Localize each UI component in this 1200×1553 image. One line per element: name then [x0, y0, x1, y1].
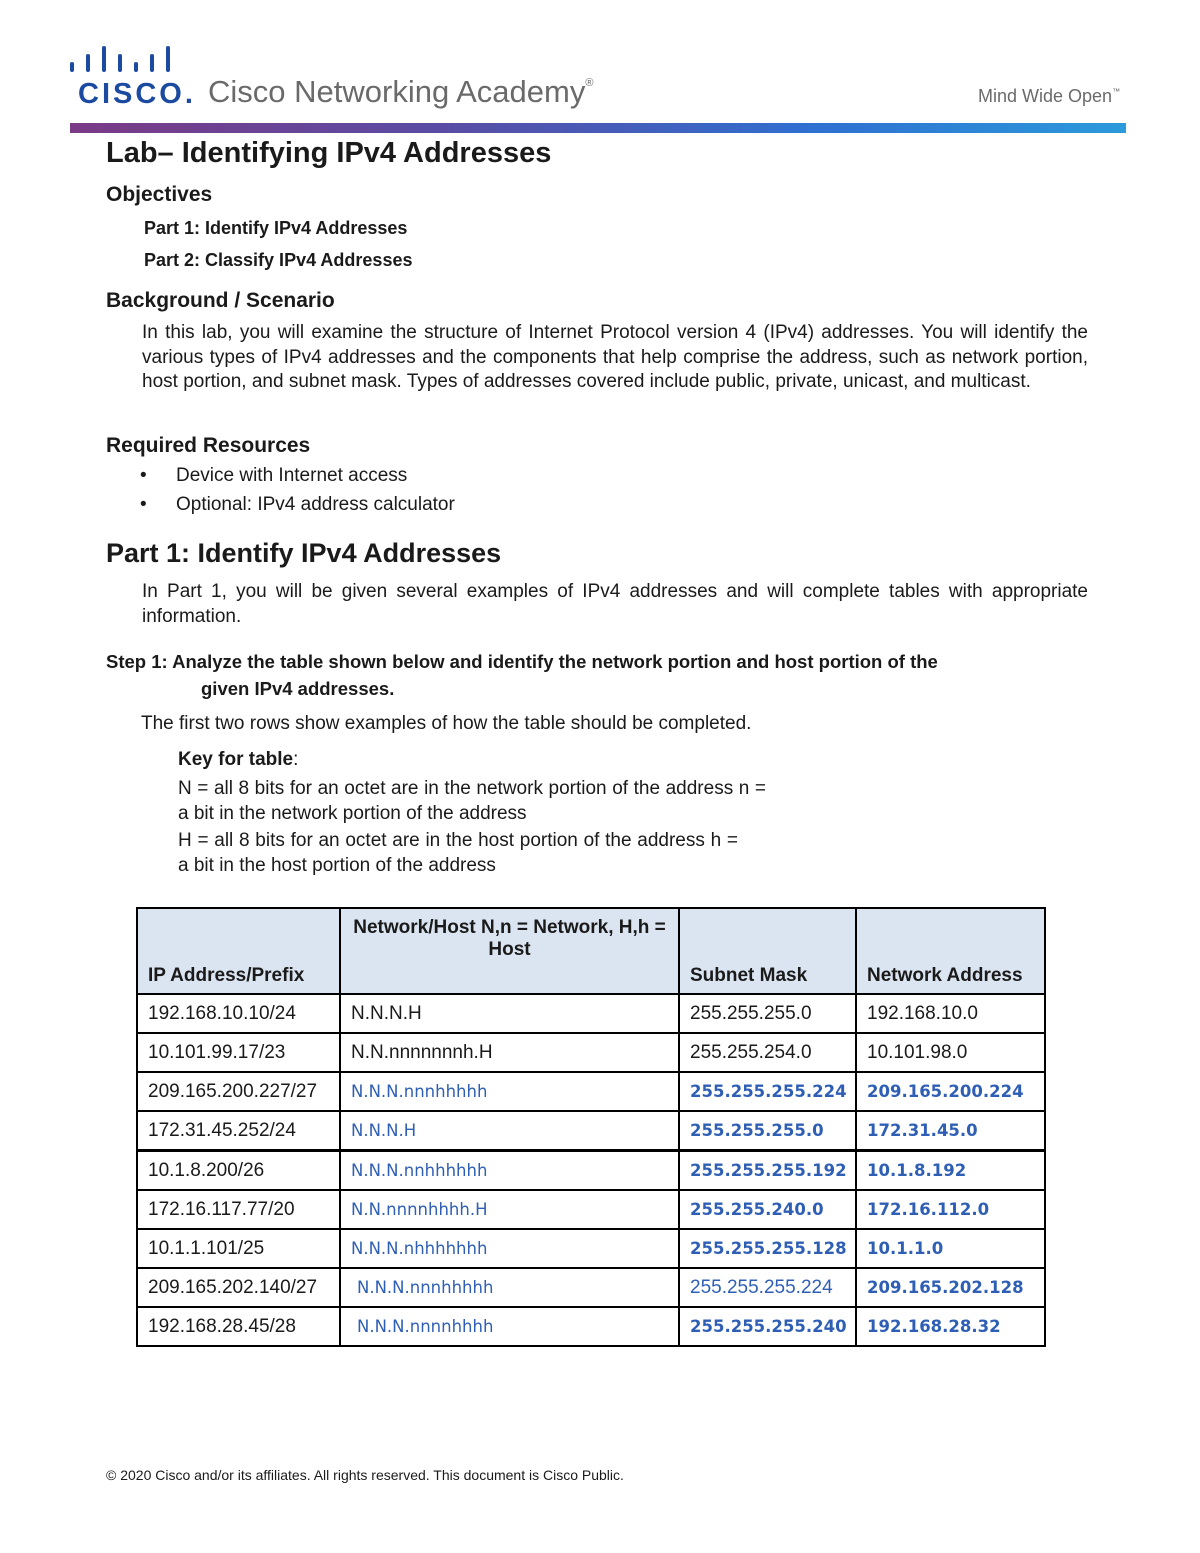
network-host-cell: N.N.N.nnnhhhhh: [340, 1268, 679, 1307]
key-n-text: N = all 8 bits for an octet are in the network portion of the address n = a bit in the network portion of the address: [178, 778, 766, 824]
objectives-heading: Objectives: [106, 183, 213, 206]
table-row: [137, 1111, 1045, 1151]
subnet-mask-cell: 255.255.255.224: [679, 1072, 856, 1111]
subnet-mask-cell: 255.255.255.0: [679, 1111, 856, 1151]
ip-prefix-cell: 10.101.99.17/23: [137, 1033, 340, 1072]
table-row: [137, 1190, 1045, 1229]
table-row: [137, 1033, 1045, 1072]
table-header-cell: IP Address/Prefix: [137, 908, 340, 994]
objective-item: Part 1: Identify IPv4 Addresses: [144, 218, 408, 238]
table-header-cell: Subnet Mask: [679, 908, 856, 994]
cisco-logo-bars-icon: [68, 44, 180, 76]
table-row: [137, 1229, 1045, 1268]
part1-heading: Part 1: Identify IPv4 Addresses: [106, 538, 502, 568]
part1-intro: In Part 1, you will be given several examples of IPv4 addresses and will complete tables with appropriate information.: [142, 581, 1088, 627]
ip-prefix-cell: 172.16.117.77/20: [137, 1190, 340, 1229]
resources-heading: Required Resources: [106, 434, 311, 457]
network-host-cell: N.N.N.nnnhhhhh: [340, 1072, 679, 1111]
tagline: Mind Wide Open™: [978, 86, 1121, 106]
list-item: • Device with Internet access: [140, 465, 408, 486]
network-address-cell: 10.101.98.0: [856, 1033, 1045, 1072]
objective-item: Part 2: Classify IPv4 Addresses: [144, 250, 413, 270]
step1-heading: Step 1: Analyze the table shown below and identify the network portion and host portion of the given IPv4 addresses.: [106, 651, 938, 699]
ip-prefix-cell: 209.165.202.140/27: [137, 1268, 340, 1307]
table-row: [137, 1151, 1045, 1191]
cisco-logo-text: CISCO.: [78, 78, 196, 110]
key-h-text: H = all 8 bits for an octet are in the host portion of the address h = a bit in the host portion of the address: [178, 830, 738, 876]
ip-prefix-cell: 192.168.10.10/24: [137, 994, 340, 1033]
ip-prefix-cell: 192.168.28.45/28: [137, 1307, 340, 1346]
key-label: Key for table:: [178, 749, 299, 770]
network-host-cell: N.N.nnnnhhhh.H: [340, 1190, 679, 1229]
network-address-cell: 192.168.28.32: [856, 1307, 1045, 1346]
list-item: • Optional: IPv4 address calculator: [140, 494, 455, 515]
network-host-cell: N.N.N.H: [340, 994, 679, 1033]
network-host-cell: N.N.N.H: [340, 1111, 679, 1151]
subnet-mask-cell: 255.255.255.0: [679, 994, 856, 1033]
ip-prefix-cell: 10.1.1.101/25: [137, 1229, 340, 1268]
header-gradient-bar: [70, 123, 1126, 133]
ip-address-table: [136, 907, 1046, 1347]
table-row: [137, 1307, 1045, 1346]
table-header-cell: Network Address: [856, 908, 1045, 994]
examples-note: The first two rows show examples of how the table should be completed.: [141, 713, 752, 734]
ip-prefix-cell: 172.31.45.252/24: [137, 1111, 340, 1151]
network-host-cell: N.N.N.nhhhhhhh: [340, 1229, 679, 1268]
network-address-cell: 10.1.8.192: [856, 1151, 1045, 1191]
network-address-cell: 209.165.200.224: [856, 1072, 1045, 1111]
network-address-cell: 172.31.45.0: [856, 1111, 1045, 1151]
background-heading: Background / Scenario: [106, 289, 335, 312]
table-row: [137, 1268, 1045, 1307]
network-address-cell: 192.168.10.0: [856, 994, 1045, 1033]
subnet-mask-cell: 255.255.255.192: [679, 1151, 856, 1191]
network-host-cell: N.N.nnnnnnnh.H: [340, 1033, 679, 1072]
subnet-mask-cell: 255.255.254.0: [679, 1033, 856, 1072]
subnet-mask-cell: 255.255.240.0: [679, 1190, 856, 1229]
subnet-mask-cell: 255.255.255.224: [679, 1268, 856, 1307]
subnet-mask-cell: 255.255.255.240: [679, 1307, 856, 1346]
table-header-row: [137, 908, 1045, 994]
table-row: [137, 1072, 1045, 1111]
copyright-footer: © 2020 Cisco and/or its affiliates. All rights reserved. This document is Cisco Public.: [106, 1467, 624, 1483]
academy-title: Cisco Networking Academy®: [208, 74, 594, 109]
network-host-cell: N.N.N.nnnnhhhh: [340, 1307, 679, 1346]
network-address-cell: 209.165.202.128: [856, 1268, 1045, 1307]
ip-prefix-cell: 10.1.8.200/26: [137, 1151, 340, 1191]
network-address-cell: 172.16.112.0: [856, 1190, 1045, 1229]
background-text: In this lab, you will examine the structure of Internet Protocol version 4 (IPv4) addresses. You will identify the various types of IPv4 addresses and the components that help comprise the address, such as network portion, host portion, and subnet mask. Types of addresses covered include public, private, unicast, and multicast.: [142, 322, 1088, 392]
table-header-cell: Network/Host N,n = Network, H,h = Host: [340, 908, 679, 994]
network-address-cell: 10.1.1.0: [856, 1229, 1045, 1268]
subnet-mask-cell: 255.255.255.128: [679, 1229, 856, 1268]
network-host-cell: N.N.N.nnhhhhhh: [340, 1151, 679, 1191]
table-row: [137, 994, 1045, 1033]
ip-prefix-cell: 209.165.200.227/27: [137, 1072, 340, 1111]
lab-title: Lab– Identifying IPv4 Addresses: [106, 137, 552, 169]
